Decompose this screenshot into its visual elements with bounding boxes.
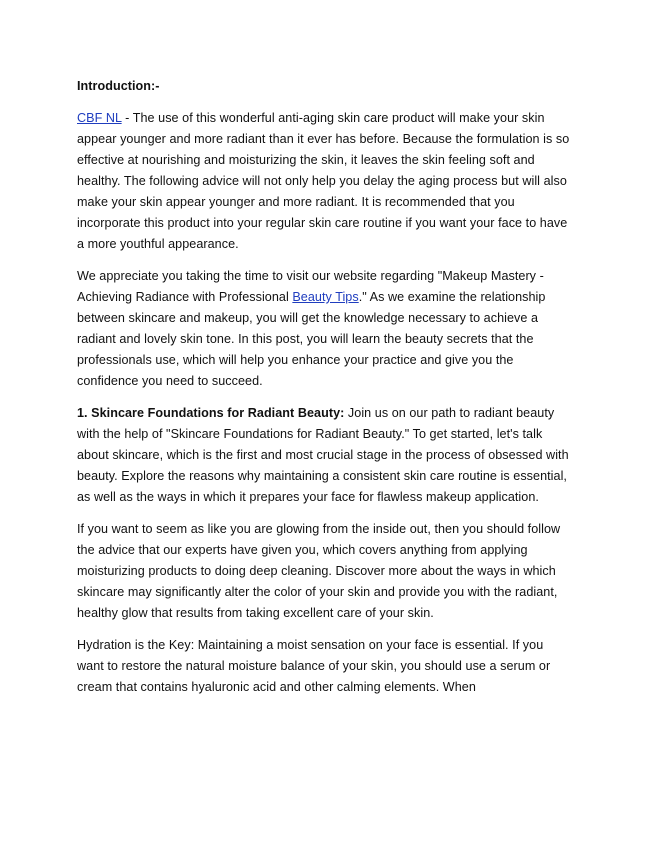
skincare-foundations-heading: 1. Skincare Foundations for Radiant Beauty: [77, 406, 345, 420]
paragraph-skincare-foundations [77, 403, 571, 508]
paragraph-glowing: If you want to seem as like you are glowing from the inside out, then you should follow the advice that our experts have given you, which covers anything from applying moisturizing products to doing deep cleaning. Discover more about the ways in which skincare may significantly alter the color of your skin and provide you with the radiant, healthy glow that results from taking excellent care of your skin. [77, 522, 561, 620]
paragraph-cbf-nl-text: - The use of this wonderful anti-aging skin care product will make your skin appear younger and more radiant than it ever has before. Because the formulation is so effective at nourishing and moisturizing the skin, it leaves the skin feeling soft and healthy. The following advice will not only help you delay the aging process but will also make your skin appear younger and more radiant. It is recommended that you incorporate this product into your regular skin care routine if you want your face to have a more youthful appearance. [77, 111, 570, 251]
document-page [77, 76, 571, 709]
beauty-tips-link[interactable]: Beauty Tips [292, 290, 359, 304]
paragraph-makeup-mastery [77, 266, 571, 392]
paragraph-makeup-mastery-after: ." As we examine the relationship between skincare and makeup, you will get the knowledge necessary to achieve a radiant and lovely skin tone. In this post, you will learn the beauty secrets that the professionals use, which will help you enhance your practice and give you the confidence you need to succeed. [77, 290, 546, 388]
paragraph-hydration: Hydration is the Key: Maintaining a moist sensation on your face is essential. If you want to restore the natural moisture balance of your skin, you should use a serum or cream that contains hyaluronic acid and other calming elements. When [77, 638, 551, 694]
introduction-heading: Introduction:- [77, 79, 160, 93]
paragraph-skincare-foundations-text: Join us on our path to radiant beauty with the help of "Skincare Foundations for Radiant Beauty." To get started, let's talk about skincare, which is the first and most crucial stage in the process of obsessed with beauty. Explore the reasons why maintaining a consistent skin care routine is essential, as well as the ways in which it prepares your face for flawless makeup application. [77, 406, 569, 504]
paragraph-cbf-nl [77, 108, 571, 255]
paragraph-makeup-mastery-before: We appreciate you taking the time to visit our website regarding "Makeup Mastery - Achieving Radiance with Professional [77, 269, 544, 304]
cbf-nl-link[interactable]: CBF NL [77, 111, 122, 125]
